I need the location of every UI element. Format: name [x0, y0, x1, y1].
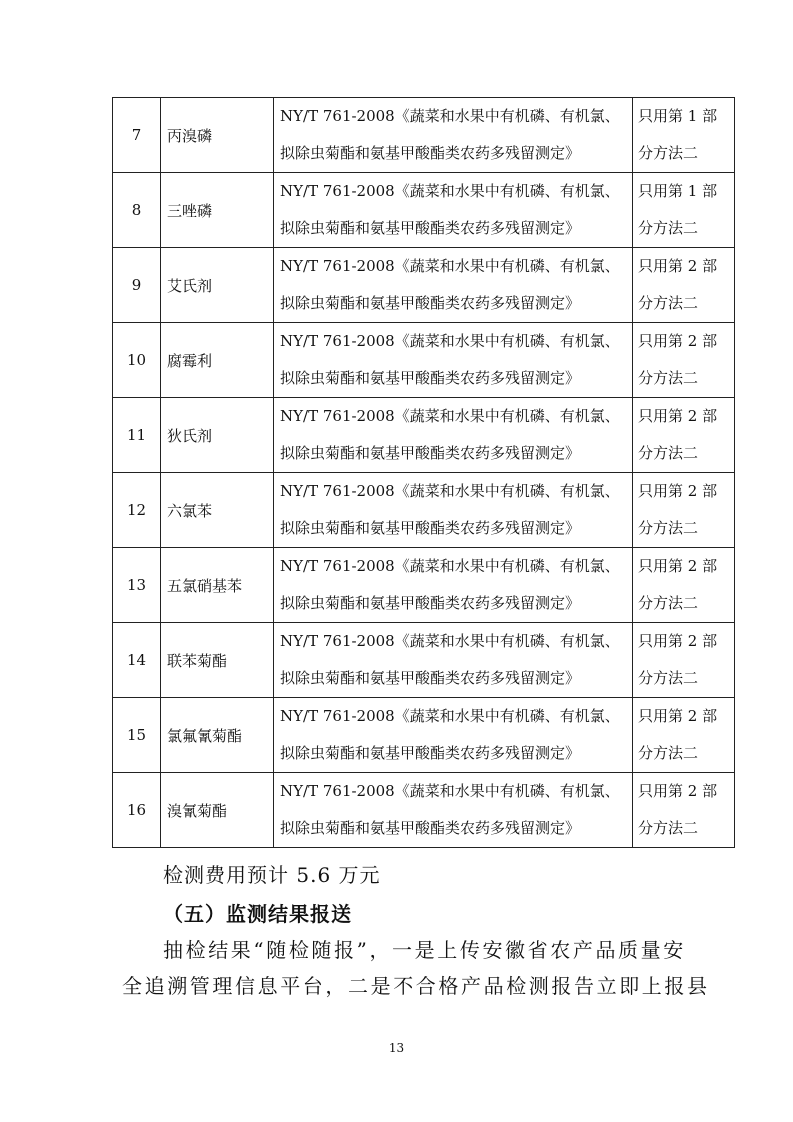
row-number-cell: 15 [113, 698, 161, 773]
note-cell [633, 398, 735, 473]
note-line-2: 分方法二 [638, 594, 699, 612]
table-row [113, 548, 735, 623]
row-number-cell: 14 [113, 623, 161, 698]
table-row [113, 248, 735, 323]
standard-cell [274, 473, 633, 548]
row-number-cell: 13 [113, 548, 161, 623]
row-number-cell: 7 [113, 98, 161, 173]
standard-cell [274, 323, 633, 398]
note-line-1: 只用第 2 部 [638, 707, 718, 725]
standard-line-2: 拟除虫菊酯和氨基甲酸酯类农药多残留测定》 [280, 744, 581, 762]
note-cell [633, 173, 735, 248]
pesticide-name-cell: 溴氰菊酯 [161, 773, 274, 848]
standard-line-1: NY/T 761-2008《蔬菜和水果中有机磷、有机氯、 [280, 107, 620, 125]
standard-cell [274, 398, 633, 473]
table-row [113, 398, 735, 473]
note-cell [633, 773, 735, 848]
standard-line-1: NY/T 761-2008《蔬菜和水果中有机磷、有机氯、 [280, 407, 620, 425]
row-number-cell: 8 [113, 173, 161, 248]
standard-line-1: NY/T 761-2008《蔬菜和水果中有机磷、有机氯、 [280, 257, 620, 275]
standard-cell [274, 98, 633, 173]
note-cell [633, 98, 735, 173]
pesticide-name-cell: 联苯菊酯 [161, 623, 274, 698]
pesticide-name-cell: 狄氏剂 [161, 398, 274, 473]
table-row [113, 773, 735, 848]
note-line-2: 分方法二 [638, 444, 699, 462]
row-number-cell: 11 [113, 398, 161, 473]
note-line-1: 只用第 2 部 [638, 257, 718, 275]
note-line-2: 分方法二 [638, 294, 699, 312]
standard-line-2: 拟除虫菊酯和氨基甲酸酯类农药多残留测定》 [280, 819, 581, 837]
note-cell [633, 623, 735, 698]
note-cell [633, 248, 735, 323]
note-line-1: 只用第 2 部 [638, 332, 718, 350]
standard-cell [274, 623, 633, 698]
note-line-1: 只用第 2 部 [638, 407, 718, 425]
note-line-1: 只用第 1 部 [638, 107, 718, 125]
note-line-2: 分方法二 [638, 369, 699, 387]
note-line-1: 只用第 1 部 [638, 182, 718, 200]
paragraph-line-1: 抽检结果“随检随报”，一是上传安徽省农产品质量安 [163, 938, 686, 962]
standard-cell [274, 248, 633, 323]
standard-line-2: 拟除虫菊酯和氨基甲酸酯类农药多残留测定》 [280, 594, 581, 612]
note-line-1: 只用第 2 部 [638, 782, 718, 800]
pesticide-standards-table [112, 97, 735, 848]
standard-line-2: 拟除虫菊酯和氨基甲酸酯类农药多残留测定》 [280, 294, 581, 312]
standard-line-2: 拟除虫菊酯和氨基甲酸酯类农药多残留测定》 [280, 144, 581, 162]
note-line-2: 分方法二 [638, 144, 699, 162]
pesticide-name-cell: 腐霉利 [161, 323, 274, 398]
standard-line-1: NY/T 761-2008《蔬菜和水果中有机磷、有机氯、 [280, 557, 620, 575]
note-line-2: 分方法二 [638, 744, 699, 762]
table-row [113, 698, 735, 773]
note-cell [633, 473, 735, 548]
standard-line-2: 拟除虫菊酯和氨基甲酸酯类农药多残留测定》 [280, 369, 581, 387]
row-number-cell: 9 [113, 248, 161, 323]
standard-cell [274, 548, 633, 623]
row-number-cell: 16 [113, 773, 161, 848]
standard-line-2: 拟除虫菊酯和氨基甲酸酯类农药多残留测定》 [280, 519, 581, 537]
pesticide-name-cell: 六氯苯 [161, 473, 274, 548]
table-row [113, 473, 735, 548]
note-line-1: 只用第 2 部 [638, 482, 718, 500]
note-cell [633, 323, 735, 398]
note-line-2: 分方法二 [638, 669, 699, 687]
pesticide-name-cell: 氯氟氰菊酯 [161, 698, 274, 773]
standard-line-1: NY/T 761-2008《蔬菜和水果中有机磷、有机氯、 [280, 332, 620, 350]
standard-line-1: NY/T 761-2008《蔬菜和水果中有机磷、有机氯、 [280, 782, 620, 800]
standard-cell [274, 773, 633, 848]
pesticide-name-cell: 丙溴磷 [161, 98, 274, 173]
standard-line-2: 拟除虫菊酯和氨基甲酸酯类农药多残留测定》 [280, 219, 581, 237]
pesticide-name-cell: 三唑磷 [161, 173, 274, 248]
page-number: 13 [388, 1041, 405, 1055]
table-body [113, 98, 735, 848]
note-line-2: 分方法二 [638, 819, 699, 837]
table-row [113, 98, 735, 173]
standard-line-1: NY/T 761-2008《蔬菜和水果中有机磷、有机氯、 [280, 482, 620, 500]
table-row [113, 323, 735, 398]
note-line-2: 分方法二 [638, 519, 699, 537]
cost-estimate-text: 检测费用预计 5.6 万元 [163, 863, 381, 887]
table-row [113, 623, 735, 698]
section-heading: （五）监测结果报送 [163, 902, 352, 926]
row-number-cell: 10 [113, 323, 161, 398]
standard-line-1: NY/T 761-2008《蔬菜和水果中有机磷、有机氯、 [280, 632, 620, 650]
note-cell [633, 548, 735, 623]
standard-line-1: NY/T 761-2008《蔬菜和水果中有机磷、有机氯、 [280, 182, 620, 200]
row-number-cell: 12 [113, 473, 161, 548]
note-cell [633, 698, 735, 773]
pesticide-name-cell: 艾氏剂 [161, 248, 274, 323]
standard-cell [274, 698, 633, 773]
note-line-1: 只用第 2 部 [638, 557, 718, 575]
standard-line-2: 拟除虫菊酯和氨基甲酸酯类农药多残留测定》 [280, 444, 581, 462]
note-line-1: 只用第 2 部 [638, 632, 718, 650]
note-line-2: 分方法二 [638, 219, 699, 237]
pesticide-name-cell: 五氯硝基苯 [161, 548, 274, 623]
standard-line-2: 拟除虫菊酯和氨基甲酸酯类农药多残留测定》 [280, 669, 581, 687]
standard-line-1: NY/T 761-2008《蔬菜和水果中有机磷、有机氯、 [280, 707, 620, 725]
paragraph-line-2: 全追溯管理信息平台，二是不合格产品检测报告立即上报县 [122, 974, 710, 998]
table-row [113, 173, 735, 248]
standard-cell [274, 173, 633, 248]
